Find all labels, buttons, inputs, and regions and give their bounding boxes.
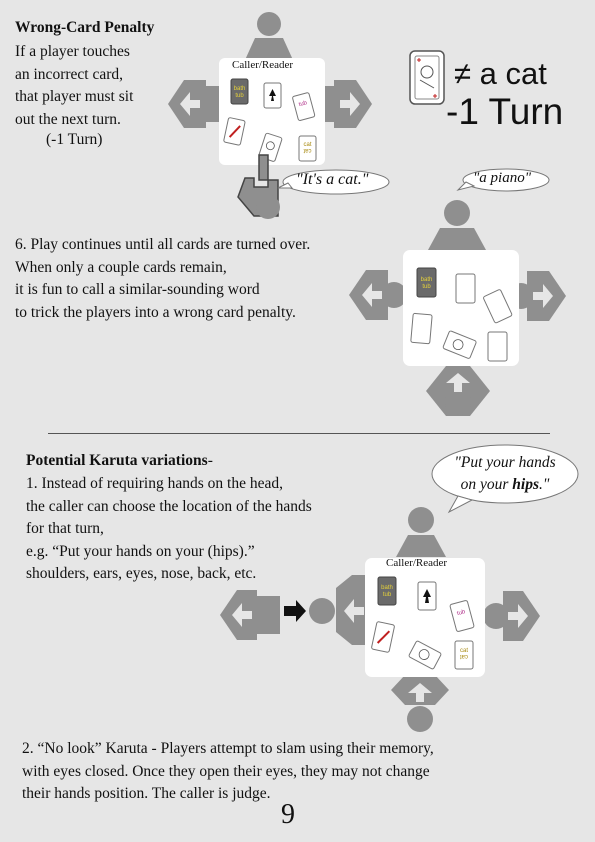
- speech-text-hips: [437, 452, 573, 496]
- card-facedown: [488, 332, 507, 361]
- variations-text: [26, 473, 312, 586]
- penalty-title: Wrong-Card Penalty: [15, 19, 155, 36]
- variations-line: 1. Instead of requiring hands on the head,: [26, 475, 283, 492]
- svg-text:cat: cat: [459, 653, 469, 659]
- card-cat: [299, 136, 316, 161]
- step6-line: When only a couple cards remain,: [15, 258, 227, 276]
- card-bathtub: [231, 79, 248, 104]
- speech-hips-bold: hips: [512, 476, 539, 493]
- svg-text:tub: tub: [422, 284, 431, 290]
- player-top: [396, 507, 446, 557]
- no-look-line: with eyes closed. Once they open their eyes, they may not change: [22, 762, 430, 780]
- card-bathtub: [378, 577, 396, 605]
- sign-card: [410, 51, 444, 104]
- svg-text:tub: tub: [298, 100, 308, 109]
- card-spade: [264, 83, 281, 108]
- player-right: [320, 80, 372, 128]
- arrow-right-icon: [284, 600, 306, 622]
- player-far-left: [220, 590, 280, 640]
- player-left: [349, 270, 407, 320]
- page-number: 9: [281, 799, 295, 830]
- svg-text:tub: tub: [456, 609, 467, 618]
- sign-not-equal: ≠ a cat: [454, 56, 547, 91]
- player-bottom: [426, 366, 490, 416]
- penalty-line: that player must sit: [15, 88, 134, 105]
- variations-title-suffix: -: [207, 452, 213, 469]
- speech-hips-pre: on your: [460, 476, 513, 493]
- caller-label: Caller/Reader: [386, 557, 448, 569]
- player-top: [245, 12, 293, 60]
- caller-label: Caller/Reader: [232, 59, 294, 71]
- card-bathtub: [417, 268, 436, 297]
- no-look-line: 2. “No look” Karuta - Players attempt to slam using their memory,: [22, 740, 434, 757]
- penalty-line: out the next turn.: [15, 110, 121, 128]
- svg-text:cat: cat: [303, 147, 312, 153]
- variations-line: the caller can choose the location of the hands: [26, 497, 312, 515]
- no-look-line: their hands position. The caller is judge.: [22, 785, 271, 802]
- card-facedown: [456, 274, 475, 303]
- variations-line: e.g. “Put your hands on your (hips).”: [26, 542, 255, 560]
- svg-text:bath: bath: [381, 585, 393, 591]
- svg-text:tub: tub: [235, 93, 244, 99]
- table-2: [349, 169, 566, 416]
- speech-hips-line2: [437, 474, 573, 496]
- card-spade: [418, 582, 436, 610]
- svg-text:tub: tub: [382, 592, 392, 598]
- variations-line: shoulders, ears, eyes, nose, back, etc.: [26, 565, 257, 582]
- svg-text:cat: cat: [459, 648, 469, 654]
- step6-line: 6. Play continues until all cards are turned over.: [15, 236, 311, 253]
- svg-text:bath: bath: [233, 86, 246, 92]
- step6-line: it is fun to call a similar-sounding word: [15, 281, 260, 298]
- player-left: [168, 80, 220, 128]
- player-bottom: [391, 675, 449, 732]
- speech-text-piano: "a piano": [473, 170, 532, 186]
- step6-line: to trick the players into a wrong card penalty.: [15, 303, 296, 321]
- speech-text-cat: "It's a cat.": [296, 171, 369, 188]
- svg-text:bath: bath: [420, 277, 433, 283]
- variations-line: for that turn,: [26, 520, 104, 537]
- penalty-note: (-1 Turn): [46, 131, 103, 148]
- sign-minus-turn: -1 Turn: [446, 91, 564, 132]
- player-right: [483, 591, 540, 641]
- no-look-text: [22, 738, 434, 806]
- variations-heading: [26, 452, 213, 470]
- player-left: [309, 575, 366, 645]
- speech-hips-post: .": [539, 476, 550, 493]
- variations-title: Potential Karuta variations: [26, 452, 208, 469]
- step6-text: [15, 234, 310, 324]
- card-facedown: [411, 313, 432, 344]
- svg-text:cat: cat: [303, 142, 312, 148]
- card-cat: [455, 641, 473, 669]
- penalty-line: If a player touches: [15, 43, 130, 60]
- player-top: [428, 200, 486, 250]
- section-divider: [48, 433, 550, 434]
- penalty-line: an incorrect card,: [15, 65, 124, 83]
- speech-hips-line1: "Put your hands: [454, 454, 556, 471]
